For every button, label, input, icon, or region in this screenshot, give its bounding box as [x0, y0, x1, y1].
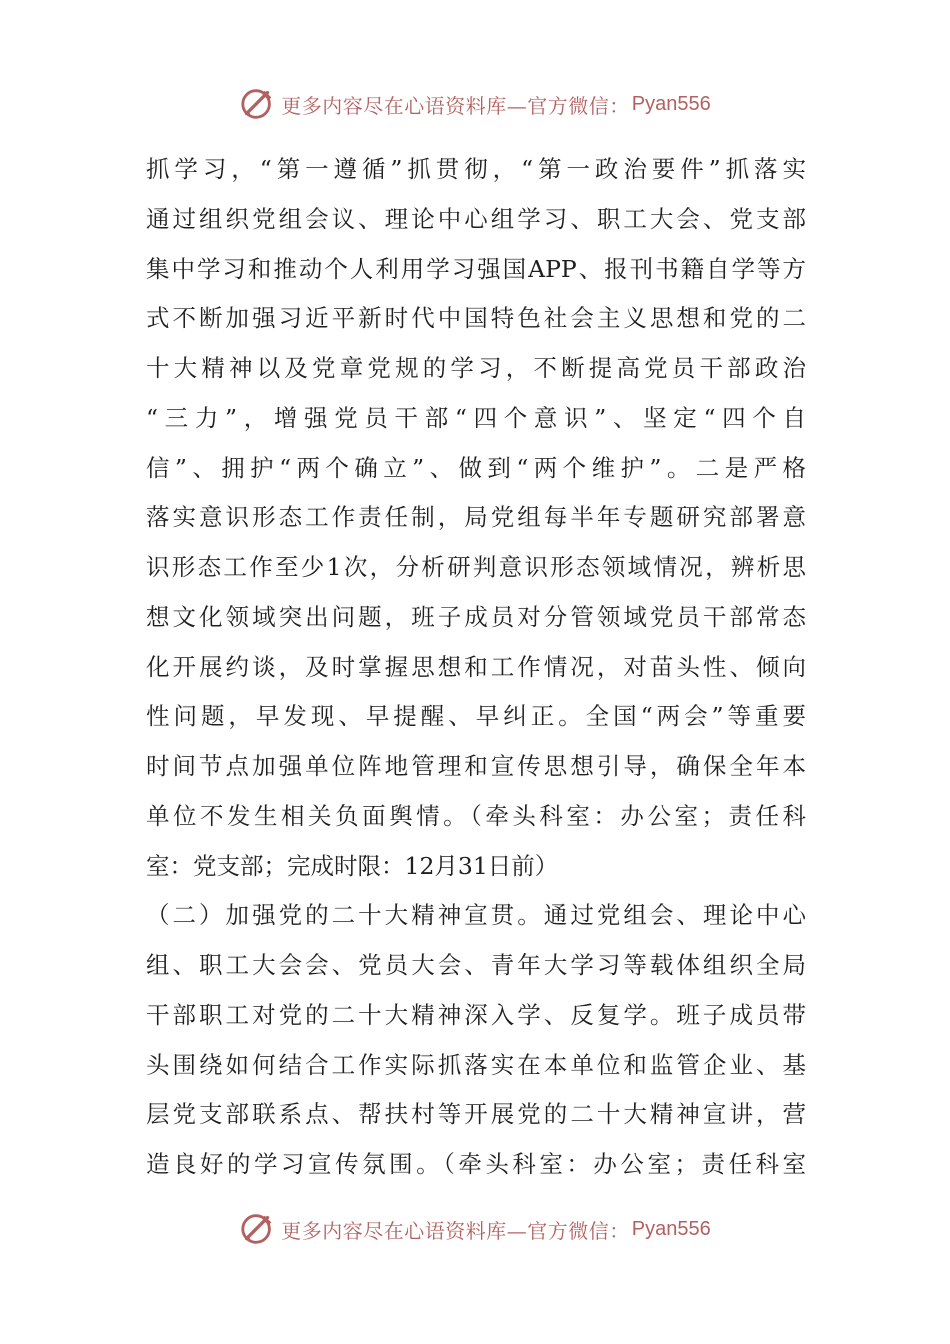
text-line: “三力”，增强党员干部“四个意识”、坚定“四个自	[146, 403, 806, 432]
section-heading-line: （二）加强党的二十大精神宣贯。通过党组会、理论中心	[146, 901, 806, 930]
text-line: 式不断加强习近平新时代中国特色社会主义思想和党的二	[146, 304, 806, 333]
footer-banner-id: Pyan556	[631, 1217, 711, 1240]
footer-banner-text: 更多内容尽在心语资料库—官方微信：	[281, 1218, 630, 1243]
text-line: 造良好的学习宣传氛围。（牵头科室：办公室；责任科室	[146, 1150, 806, 1178]
text-line: 集中学习和推动个人利用学习强国APP、报刊书籍自学等方	[146, 254, 806, 283]
pen-logo-icon	[239, 85, 277, 123]
text-line: 落实意识形态工作责任制，局党组每半年专题研究部署意	[146, 503, 806, 532]
pen-logo-icon	[239, 1210, 277, 1248]
text-line: 时间节点加强单位阵地管理和宣传思想引导，确保全年本	[146, 752, 806, 780]
text-line: 信”、拥护“两个确立”、做到“两个维护”。二是严格	[146, 453, 806, 482]
text-line: 层党支部联系点、帮扶村等开展党的二十大精神宣讲，营	[146, 1100, 806, 1129]
header-banner-text: 更多内容尽在心语资料库—官方微信：	[281, 93, 630, 118]
text-line: 干部职工对党的二十大精神深入学、反复学。班子成员带	[146, 1000, 806, 1029]
text-line: 想文化领域突出问题，班子成员对分管领域党员干部常态	[146, 602, 806, 631]
text-line: 识形态工作至少1次，分析研判意识形态领域情况，辨析思	[146, 553, 806, 581]
text-line: 单位不发生相关负面舆情。（牵头科室：办公室；责任科	[146, 801, 806, 830]
text-line: 头围绕如何结合工作实际抓落实在本单位和监管企业、基	[146, 1050, 806, 1079]
text-line: 十大精神以及党章党规的学习，不断提高党员干部政治	[146, 354, 806, 382]
text-line: 化开展约谈，及时掌握思想和工作情况，对苗头性、倾向	[146, 652, 806, 681]
header-banner-id: Pyan556	[631, 92, 711, 115]
text-line: 室：党支部；完成时限：12月31日前）	[146, 851, 559, 880]
text-line: 抓学习，“第一遵循”抓贯彻，“第一政治要件”抓落实	[146, 155, 806, 183]
text-line: 性问题，早发现、早提醒、早纠正。全国“两会”等重要	[146, 702, 806, 731]
header-banner	[0, 82, 950, 126]
document-body	[146, 145, 806, 1190]
footer-banner	[0, 1207, 950, 1251]
text-line: 组、职工大会会、党员大会、青年大学习等载体组织全局	[146, 951, 806, 979]
text-line: 通过组织党组会议、理论中心组学习、职工大会、党支部	[146, 204, 806, 233]
